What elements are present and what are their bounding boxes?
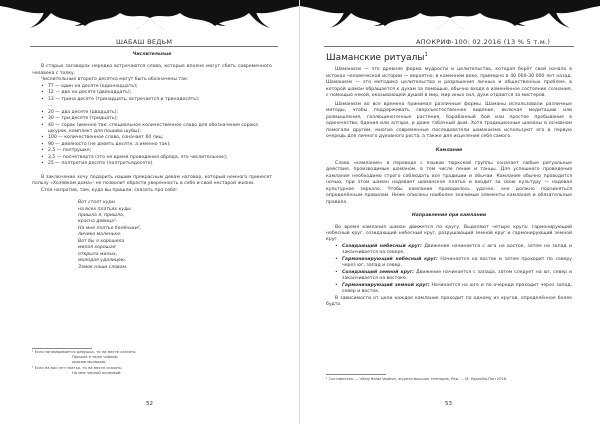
- poem-line: Вот стоят куры: [78, 200, 116, 206]
- list-item: • 12 — два на десяте (двенадцать);: [32, 90, 272, 96]
- intro-paragraph: В старых заговорах нередко встречаются слова, которые вполне могут сбить современного человека с толку.: [32, 64, 272, 76]
- ornament-header-left: [0, 0, 300, 32]
- list-item-text: Движение начинается с юга на восток, затем на запад и заканчивается на севере.: [342, 243, 572, 256]
- running-head: АПОКРИФ-100: 02.2016 (13 % 5 т.м.): [416, 38, 551, 46]
- right-body: [326, 52, 572, 308]
- footnote-marker: 1: [424, 52, 428, 58]
- numeral-list: [32, 84, 272, 168]
- footnote: ² Если на вас нет платья, то на месте сказать:: [32, 365, 123, 370]
- list-item: • 90 — девяносто (не девять десяте, а именно так);: [32, 142, 272, 148]
- section-title: Числительные: [132, 52, 172, 57]
- paragraph: В зависимости от цели каждое камлание проходит по одному из кругов, определённое более будто.: [326, 295, 572, 307]
- poem-line: красна девица¹.: [78, 219, 118, 225]
- poem: [78, 200, 272, 271]
- poem-line: Замок наши словам.: [78, 264, 128, 270]
- subsection-title: Направления при камлании: [411, 213, 487, 219]
- list-item: • 100 — количественное слово, означает 60 лиц;: [32, 135, 272, 141]
- list-item-label: Гармонизирующий небесный круг:: [342, 256, 438, 262]
- poem-line: на всех платьях куды: [78, 206, 131, 212]
- paragraph: Во время камлания шаман движется по кругу. Выделяют четыре круга: гармонирующий небесный круг, созидающий небесный круг, разрушающий земной круг и гармонирующий земной круг.: [326, 224, 572, 243]
- list-item-label: Гармонизирующий земной круг:: [342, 282, 430, 288]
- subsection-title: Камлание: [435, 148, 463, 154]
- footnote-line: красою молодою.: [72, 360, 107, 365]
- list-item: • 30 — три десяте (тридцать);: [32, 116, 272, 122]
- poem-line: милая хорошая: [78, 245, 116, 251]
- footnote-rule: [326, 374, 386, 375]
- poem-line: личико маленьке.: [78, 232, 122, 238]
- list-item: • 20 — два десяте (двадцать);: [32, 110, 272, 116]
- list-item: • TT — один на десяте (одиннадцать);: [32, 84, 272, 90]
- circle-list: [326, 244, 572, 296]
- list-item: • 3,5 — полчетверта (это не время проведения обряда, это числительное);: [32, 155, 272, 161]
- list-item-label: Созидающий земной круг:: [342, 269, 415, 275]
- list-item: [326, 283, 572, 296]
- list-item: [326, 244, 572, 257]
- page-number: 53: [445, 401, 452, 407]
- list-item: …: [48, 103, 53, 109]
- footnote: ¹ Если заговаривается девушка, то на месте сказать:: [32, 350, 137, 354]
- list-item: [326, 270, 572, 283]
- footnote-line: На мне черной полеивой.: [72, 370, 122, 375]
- poem-line: Вот бы я хорошела: [78, 238, 125, 244]
- chapter-title-text: Шаманские ритуалы: [326, 53, 425, 63]
- footnotes: [32, 350, 272, 376]
- list-item-text: Начинается на юге и по очереди проходит через запад, север и восток.: [342, 282, 573, 295]
- paragraph-after: В заключение хочу подарить нашим прекрасным девам наговор, который немного принесет пользу «Хозяйкам дома»: не позволит обрести уверенность в себе и свой нестарой жизни.: [32, 174, 272, 187]
- footnote-line: Пришла я таже чайкою: [72, 355, 118, 360]
- right-page: [300, 0, 600, 424]
- paragraph: Шаманизм — это древняя форма мудрости и целительства, которая берёт свой начало в истоках человеческой истории — вероятно, в каменном веке, примерно в 40 000-30 000 лет назад. Шаманизм — это методика целительства и разрешения личных и общественных проблем, в которой шаман обращается к духам за помощью, обычно входя в изменённое состояние сознания, с помощью некой, оказывающей душой в мир, мир иных сил, духи отдаются за мистеров.: [326, 67, 572, 99]
- paragraph-after-2: Стоя напротив, там, куда вы пришли, сказать про себя:: [41, 187, 178, 193]
- footnote: ¹ Составитель — Vitaly Balaz Vadova, журнал высших тенноров, Ред. — М. Удальба-Пон 2016.: [326, 377, 508, 381]
- paragraph: Шаманизм во все времена принимал различные формы. Шаманы использовали различные методы, чтобы поддерживать сверхъестественное видение, включая медитацию или размышления, галлюциногенные растения, барабанный бой или простое пребывание в одиночестве, бдения или алтари, и даже табачный дым. Хотя традиционные шаманы в основном помогали другим, многие современные последователи шаманизма используют его в первую очередь для личного духовного роста, а также для исцеления себя самого.: [326, 101, 572, 139]
- intro-paragraph-2: Числительные второго десятка могут быть обозначены так:: [41, 77, 189, 83]
- left-body: [32, 52, 272, 271]
- ornament-header-right: [300, 0, 600, 32]
- poem-line: молодая удалицею.: [78, 258, 127, 264]
- poem-line: пришла я, пришла,: [78, 212, 125, 218]
- list-item: • 40 — сорок (именно так: специальное количественное слово для обозначения сорока шкурок, комплект для пошива шубы);: [32, 123, 272, 136]
- poem-line: открыла милых,: [78, 251, 118, 257]
- footnote-rule: [32, 348, 92, 349]
- list-item-text: Движение начинается с запада, затем следует на юг, север и заканчивается на востоке.: [342, 269, 572, 282]
- header-rule: [30, 46, 278, 47]
- list-item-text: Начинается на восток и затем проходит по северу через юг, запад и север.: [342, 256, 572, 269]
- page-number: 52: [146, 401, 153, 407]
- paragraph: Слово «камлание» в переводе с языков тюркской группы означает любые ритуальные действия, производимые шаманом, в том числе пение и танцы. Для успешного проведения камлания необходимо строго соблюдать все традиции и обычаи. Камлание обычно проводится ночью, при этом шаман надевает шаманское платье и входит за свою культуру — надевая культурное зеркало. Чтобы камлание проводилось удачно, оно должно подчиняться определённым правилам. Ниже описаны наиболее значимые элементы камлания и обязательные правила.: [326, 160, 572, 205]
- header-rule: [324, 46, 574, 47]
- list-item: [326, 257, 572, 270]
- chapter-title: [326, 52, 572, 61]
- running-head: ШАБАШ ВЕДЬМ: [116, 38, 173, 46]
- poem-line: На мне платье белёньки²,: [78, 225, 142, 231]
- list-item: • 2,5 — полтрушке;: [32, 148, 272, 154]
- list-item-label: Созидающий небесный круг:: [342, 243, 422, 249]
- list-item: • 13 — трина десяте (тринадцать, встречается и тринадесять);: [32, 97, 272, 103]
- list-item: • 25 — полтретия десяте (полтретьядесяте).: [32, 161, 272, 167]
